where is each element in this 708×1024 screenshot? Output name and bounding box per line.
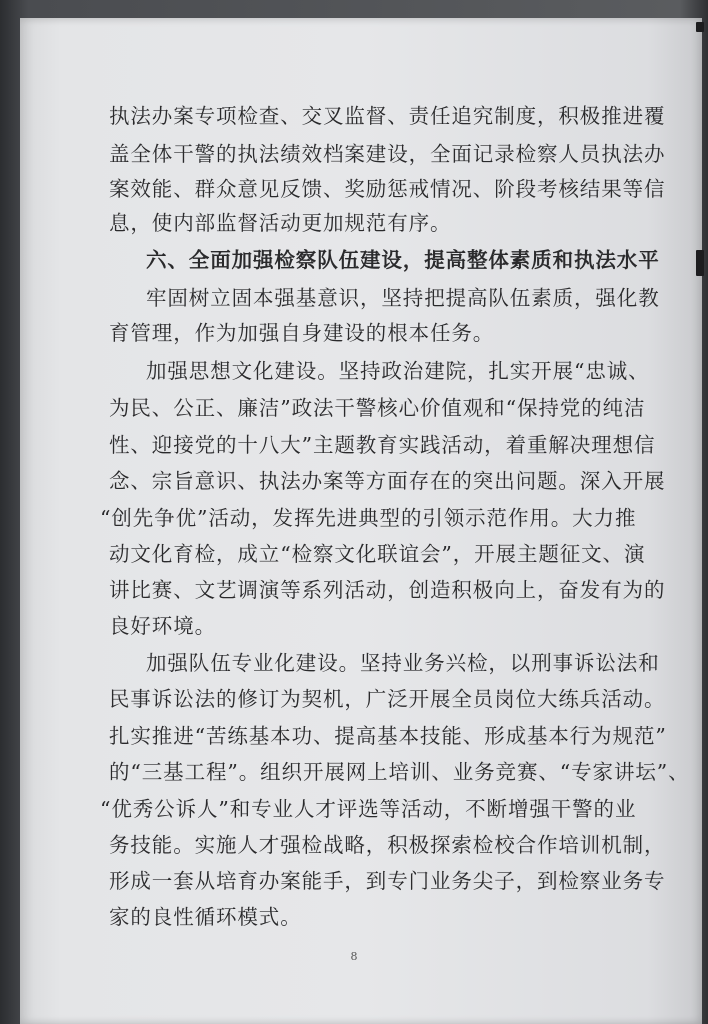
body-line: 案效能、群众意见反馈、奖励惩戒情况、阶段考核结果等信 xyxy=(109,177,666,201)
body-line: 务技能。实施人才强检战略，积极探索检校合作培训机制， xyxy=(109,833,666,857)
body-line: 加强队伍专业化建设。坚持业务兴检，以刑事诉讼法和 xyxy=(146,651,660,675)
body-line: 为民、公正、廉洁”政法干警核心价值观和“保持党的纯洁 xyxy=(109,396,646,420)
body-line: 形成一套从培育办案能手，到专门业务尖子，到检察业务专 xyxy=(109,869,666,893)
body-line: 民事诉讼法的修订为契机，广泛开展全员岗位大练兵活动。 xyxy=(109,687,666,711)
body-line: 扎实推进“苦练基本功、提高基本技能、形成基本行为规范” xyxy=(109,724,667,748)
body-line: 动文化育检，成立“检察文化联谊会”，开展主题征文、演 xyxy=(109,542,646,566)
body-line: 家的良性循环模式。 xyxy=(109,905,302,929)
body-line: 良好环境。 xyxy=(109,614,216,638)
body-line: 息，使内部监督活动更加规范有序。 xyxy=(109,211,452,235)
body-line: 的“三基工程”。组织开展网上培训、业务竞赛、“专家讲坛”、 xyxy=(109,760,690,784)
body-line: 加强思想文化建设。坚持政治建院，扎实开展“忠诚、 xyxy=(146,359,650,383)
binding-mark-middle xyxy=(696,250,704,276)
body-line: 讲比赛、文艺调演等系列活动，创造积极向上，奋发有为的 xyxy=(109,578,666,602)
body-line: “创先争优”活动，发挥先进典型的引领示范作用。大力推 xyxy=(100,506,637,530)
body-line: 念、宗旨意识、执法办案等方面存在的突出问题。深入开展 xyxy=(109,469,666,493)
body-line: 牢固树立固本强基意识，坚持把提高队伍素质，强化教 xyxy=(146,286,660,310)
section-heading: 六、全面加强检察队伍建设，提高整体素质和执法水平 xyxy=(146,248,660,272)
body-line: 盖全体干警的执法绩效档案建设，全面记录检察人员执法办 xyxy=(109,142,666,166)
body-line: 育管理，作为加强自身建设的根本任务。 xyxy=(109,321,495,345)
body-line: 性、迎接党的十八大”主题教育实践活动，着重解决理想信 xyxy=(109,433,656,457)
body-line: “优秀公诉人”和专业人才评选等活动，不断增强干警的业 xyxy=(100,797,637,821)
page-number: 8 xyxy=(350,950,358,963)
binding-mark-top xyxy=(696,22,704,32)
body-line: 执法办案专项检查、交叉监督、责任追究制度，积极推进覆 xyxy=(109,104,666,128)
